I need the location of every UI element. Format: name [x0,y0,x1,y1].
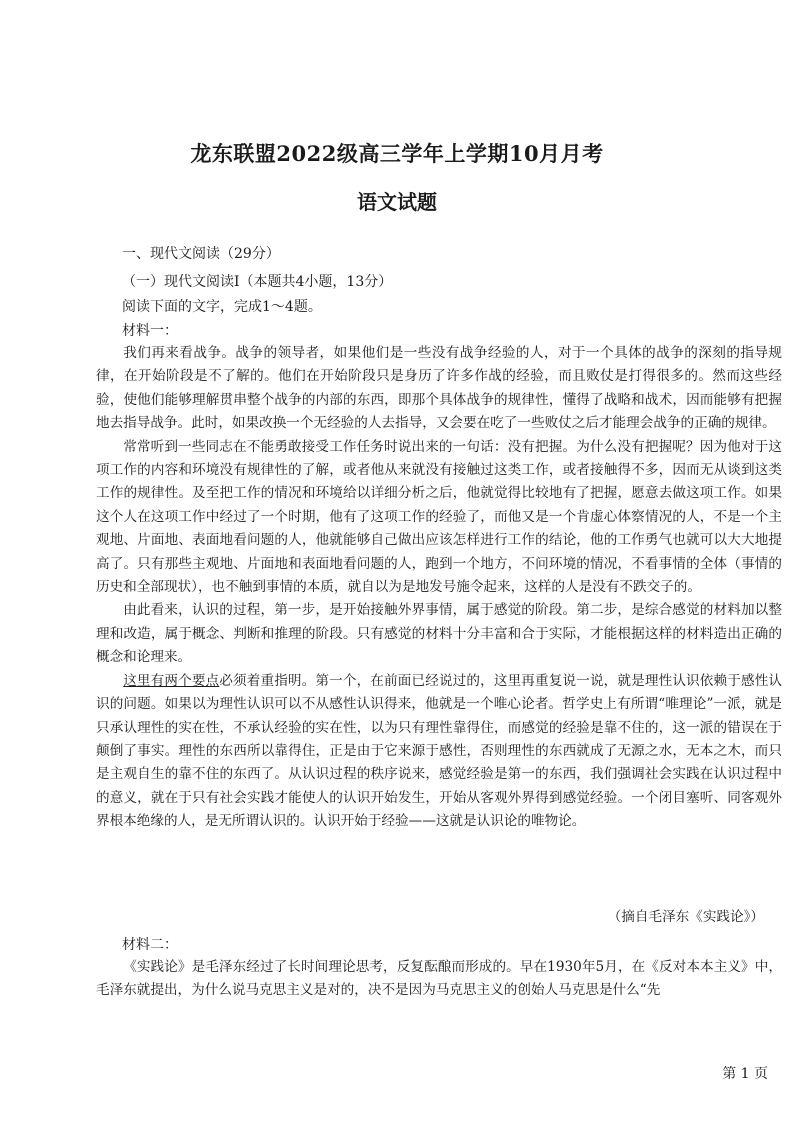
page-number: 第 1 页 [722,1066,768,1082]
paragraph: 由此看来，认识的过程，第一步，是开始接触外界事情，属于感觉的阶段。第二步，是综合感觉的材料加以整理和改造，属于概念、判断和推理的阶段。只有感觉的材料十分丰富和合于实际，才能根据这样的材料造出正确的概念和论理来。 [96,602,782,666]
paragraph: 我们再来看战争。战争的领导者，如果他们是一些没有战争经验的人，对于一个具体的战争的深刻的指导规律，在开始阶段是不了解的。他们在开始阶段只是身历了许多作战的经验，而且败仗是打得很多的。然而这些经验，使他们能够理解贯串整个战争的内部的东西，即那个具体战争的规律性，懂得了战略和战术，因而能够有把握地去指导战争。此时，如果改换一个无经验的人去指导，又会要在吃了一些败仗之后才能理会战争的正确的规律。 [96,345,782,432]
material-two-label: 材料二： [122,937,178,953]
exam-title: 龙东联盟2022级高三学年上学期10月月考 [190,141,604,166]
material-one-text [96,342,782,834]
paragraph: 常常听到一些同志在不能勇敢接受工作任务时说出来的一句话：没有把握。为什么没有把握呢？因为他对于这项工作的内容和环境没有规律性的了解，或者他从来就没有接触过这类工作，或者接触得不多，因而无从谈到这类工作的规律性。及至把工作的情况和环境给以详细分析之后，他就觉得比较地有了把握，愿意去做这项工作。如果这个人在这项工作中经过了一个时期，他有了这项工作的经验了，而他又是一个肯虚心体察情况的人，不是一个主观地、片面地、表面地看问题的人，他就能够自己做出应该怎样进行工作的结论，他的工作勇气也就可以大大地提高了。只有那些主观地、片面地和表面地看问题的人，跑到一个地方，不问环境的情况，不看事情的全体（事情的历史和全部现状），也不触到事情的本质，就自以为是地发号施令起来，这样的人是没有不跌交子的。 [96,438,782,596]
paragraph-rest: 必须着重指明。第一个，在前面已经说过的，这里再重复说一说，就是理性认识依赖于感性认识的问题。如果以为理性认识可以不从感性认识得来，他就是一个唯心论者。哲学史上有所谓“唯理论”一派，就是只承认理性的实在性，不承认经验的实在性，以为只有理性靠得住，而感觉的经验是靠不住的，这一派的错误在于颠倒了事实。理性的东西所以靠得住，正是由于它来源于感性，否则理性的东西就成了无源之水，无本之木，而只是主观自生的靠不住的东西了。从认识过程的秩序说来，感觉经验是第一的东西，我们强调社会实践在认识过程中的意义，就在于只有社会实践才能使人的认识开始发生，开始从客观外界得到感觉经验。一个闭目塞听、同客观外界根本绝缘的人，是无所谓认识的。认识开始于经验——这就是认识论的唯物论。 [96,672,783,830]
exam-subtitle: 语文试题 [357,190,437,214]
reading-instruction: 阅读下面的文字，完成1～4题。 [122,299,322,315]
paragraph: 《实践论》是毛泽东经过了长时间理论思考，反复酝酿而形成的。早在1930年5月，在《反对本本主义》中，毛泽东就提出，为什么说马克思主义是对的，决不是因为马克思主义的创始人马克思是什么“先 [96,959,782,999]
section-heading: 一、现代文阅读（29分） [122,246,280,262]
section-subheading: （一）现代文阅读Ⅰ（本题共4小题，13分） [122,274,393,290]
material-two-text [96,956,782,1003]
underlined-phrase: 这里有两个要点 [123,672,220,689]
paragraph [96,670,782,834]
material-one-label: 材料一： [122,323,178,339]
source-citation: （摘自毛泽东《实践论》） [607,909,764,925]
